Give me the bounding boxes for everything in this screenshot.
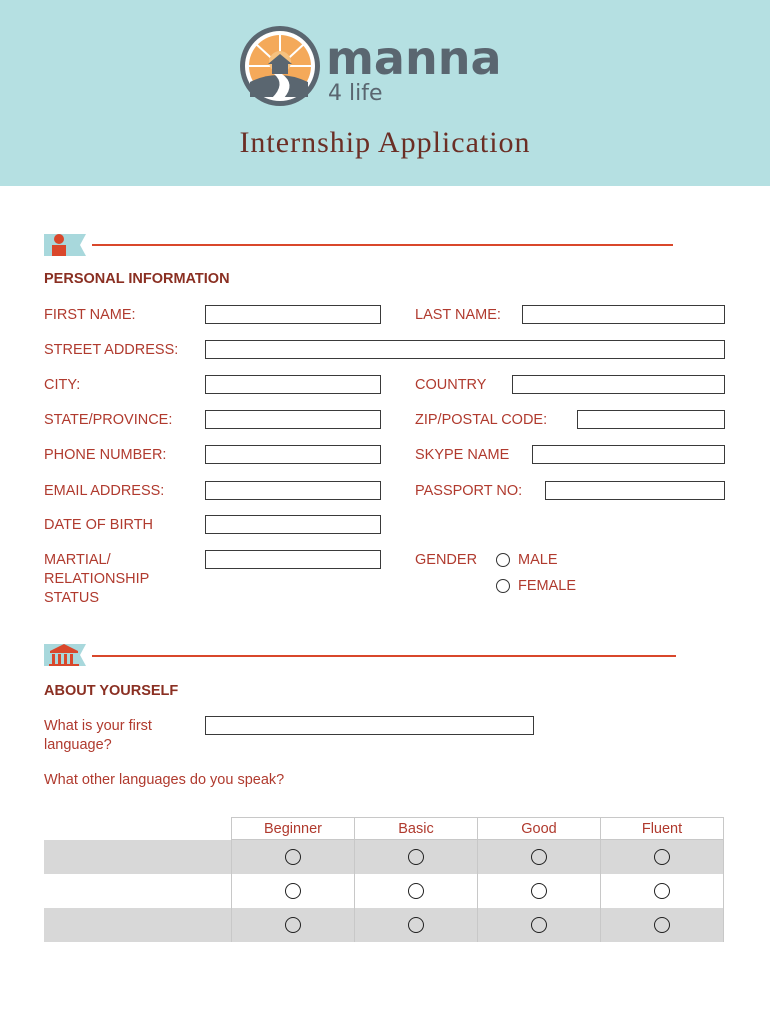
- beginner-radio[interactable]: [285, 917, 301, 933]
- beginner-radio[interactable]: [285, 849, 301, 865]
- table-divider: [354, 840, 355, 942]
- country-field[interactable]: [512, 375, 725, 394]
- section-title-personal: PERSONAL INFORMATION: [44, 271, 230, 287]
- section-title-about: ABOUT YOURSELF: [44, 683, 179, 699]
- page-header: [0, 0, 770, 186]
- skype-label: SKYPE NAME: [415, 447, 510, 463]
- logo-sub-text: 4 life: [328, 81, 383, 106]
- marital-label-line2: RELATIONSHIP: [44, 571, 150, 587]
- person-icon: [44, 232, 86, 258]
- level-header-fluent: Fluent: [600, 817, 724, 840]
- dob-label: DATE OF BIRTH: [44, 517, 154, 533]
- table-divider: [723, 840, 724, 942]
- fluent-radio[interactable]: [654, 917, 670, 933]
- city-field[interactable]: [205, 375, 381, 394]
- gender-label: GENDER: [415, 552, 478, 568]
- first-name-field[interactable]: [205, 305, 381, 324]
- table-divider: [477, 840, 478, 942]
- marital-status-field[interactable]: [205, 550, 381, 569]
- last-name-label: LAST NAME:: [415, 307, 501, 323]
- gender-female-label: FEMALE: [518, 578, 577, 594]
- logo-main-text: manna: [326, 31, 502, 85]
- phone-label: PHONE NUMBER:: [44, 447, 167, 463]
- zip-postal-label: ZIP/POSTAL CODE:: [415, 412, 548, 428]
- street-address-field[interactable]: [205, 340, 725, 359]
- basic-radio[interactable]: [408, 849, 424, 865]
- first-language-field[interactable]: [205, 716, 534, 735]
- table-divider: [231, 840, 232, 942]
- first-language-label-line2: language?: [44, 737, 112, 753]
- basic-radio[interactable]: [408, 917, 424, 933]
- language-row: [44, 874, 724, 908]
- email-field[interactable]: [205, 481, 381, 500]
- manna-4-life-logo: [238, 22, 538, 112]
- beginner-radio[interactable]: [285, 883, 301, 899]
- last-name-field[interactable]: [522, 305, 725, 324]
- gender-female-radio[interactable]: [496, 579, 510, 593]
- marital-label-line3: STATUS: [44, 590, 100, 606]
- level-header-basic: Basic: [354, 817, 478, 840]
- marital-label-line1: MARTIAL/: [44, 552, 111, 568]
- gender-male-label: MALE: [518, 552, 558, 568]
- zip-postal-field[interactable]: [577, 410, 725, 429]
- basic-radio[interactable]: [408, 883, 424, 899]
- fluent-radio[interactable]: [654, 849, 670, 865]
- passport-label: PASSPORT NO:: [415, 483, 523, 499]
- dob-field[interactable]: [205, 515, 381, 534]
- phone-field[interactable]: [205, 445, 381, 464]
- country-label: COUNTRY: [415, 377, 487, 393]
- skype-field[interactable]: [532, 445, 725, 464]
- level-header-good: Good: [477, 817, 601, 840]
- first-name-label: FIRST NAME:: [44, 307, 136, 323]
- gender-male-radio[interactable]: [496, 553, 510, 567]
- state-province-label: STATE/PROVINCE:: [44, 412, 173, 428]
- section-divider: [92, 655, 676, 657]
- first-language-label-line1: What is your first: [44, 718, 152, 734]
- table-divider: [600, 840, 601, 942]
- building-columns-icon: [44, 642, 86, 668]
- fluent-radio[interactable]: [654, 883, 670, 899]
- other-languages-label: What other languages do you speak?: [44, 772, 285, 788]
- good-radio[interactable]: [531, 917, 547, 933]
- state-province-field[interactable]: [205, 410, 381, 429]
- email-label: EMAIL ADDRESS:: [44, 483, 165, 499]
- good-radio[interactable]: [531, 849, 547, 865]
- language-row: [44, 908, 724, 942]
- level-header-beginner: Beginner: [231, 817, 355, 840]
- language-row: [44, 840, 724, 874]
- street-address-label: STREET ADDRESS:: [44, 342, 179, 358]
- city-label: CITY:: [44, 377, 81, 393]
- section-divider: [92, 244, 673, 246]
- page-title: Internship Application: [239, 126, 531, 159]
- good-radio[interactable]: [531, 883, 547, 899]
- passport-field[interactable]: [545, 481, 725, 500]
